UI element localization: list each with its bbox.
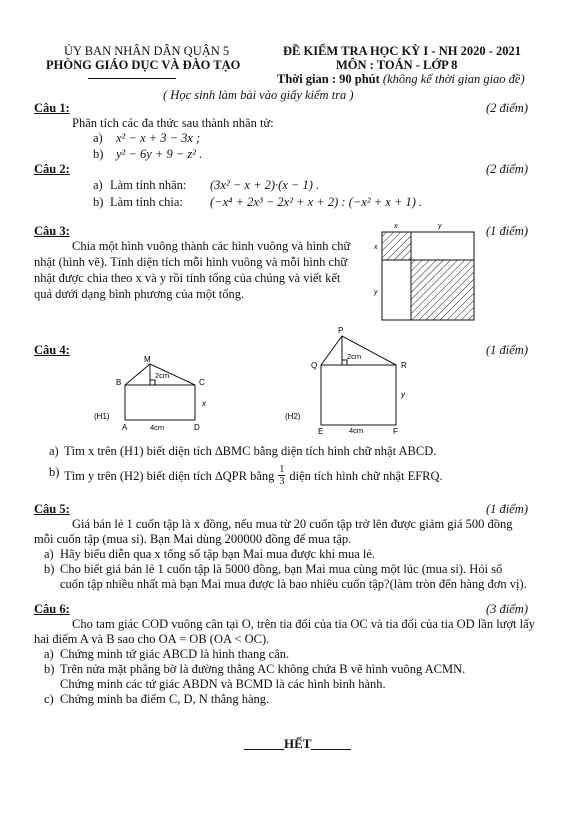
q4-b-pre: Tìm y trên (H2) biết diện tích ∆QPR bằng xyxy=(64,468,275,483)
q1-intro: Phân tích các đa thức sau thành nhân tử: xyxy=(72,116,274,130)
department-name: PHÒNG GIÁO DỤC VÀ ĐÀO TẠO xyxy=(46,58,241,72)
q6-points: (3 điểm) xyxy=(486,602,528,616)
q5-a: Hãy biểu diễn qua x tổng số tập bạn Mai mua được khi mua lẻ. xyxy=(60,547,376,561)
q5-line-2: mỗi cuốn tập (mua sỉ). Bạn Mai dùng 200000 đồng để mua tập. xyxy=(34,532,352,546)
h2-E: E xyxy=(318,427,324,435)
q4-b-label: b) xyxy=(49,465,60,479)
subject-title: MÔN : TOÁN - LỚP 8 xyxy=(336,58,458,72)
q6-title: Câu 6: xyxy=(34,602,70,616)
small-square-x xyxy=(382,232,411,260)
h1-base: 4cm xyxy=(150,423,165,432)
q2-a-expr: (3x² − x + 2)·(x − 1) . xyxy=(210,178,320,192)
h2-P: P xyxy=(338,326,344,335)
q6-line-2: hai điểm A và B sao cho OA = OB (OA < OC). xyxy=(34,632,270,646)
q6-line-1: Cho tam giác COD vuông cân tại O, trên tia đối của tia OC và tia đối của tia OD lần lượt lấy xyxy=(72,617,535,631)
q3-title: Câu 3: xyxy=(34,224,70,238)
figure-h2 xyxy=(283,325,433,435)
q3-points: (1 điểm) xyxy=(486,224,528,238)
h2-R: R xyxy=(401,361,407,370)
q2-a-label: a) xyxy=(93,178,103,192)
h2-F: F xyxy=(393,427,398,435)
q4-title: Câu 4: xyxy=(34,343,70,357)
time-label: Thời gian : 90 phút xyxy=(277,72,380,86)
q2-b-expr: (−x⁴ + 2x³ − 2x² + x + 2) : (−x² + x + 1) . xyxy=(210,195,423,209)
q3-line-3: nhật được chia theo x và y rồi tính tổng của chúng và viết kết xyxy=(34,271,341,285)
figure-h1 xyxy=(90,355,250,435)
h1-D: D xyxy=(194,423,200,432)
fig-x-left: x xyxy=(374,244,378,251)
q1-points: (2 điểm) xyxy=(486,101,528,115)
q1-a-label: a) xyxy=(93,131,103,145)
q1-title: Câu 1: xyxy=(34,101,70,115)
q5-title: Câu 5: xyxy=(34,502,70,516)
h1-label: (H1) xyxy=(94,412,110,421)
h1-side-x: x xyxy=(202,399,206,408)
q4-b xyxy=(64,464,443,487)
h2-Q: Q xyxy=(311,361,318,370)
q6-a: Chứng minh tứ giác ABCD là hình thang cân. xyxy=(60,647,290,661)
time-note: (không kể thời gian giao đề) xyxy=(382,72,525,86)
q6-a-label: a) xyxy=(44,647,54,661)
h2-side-y: y xyxy=(401,390,405,399)
q4-points: (1 điểm) xyxy=(486,343,528,357)
q5-line-1: Giá bán lẻ 1 cuốn tập là x đồng, nếu mua từ 20 cuốn tập trở lên được giảm giá 500 đồng xyxy=(72,517,513,531)
q2-b-label: b) xyxy=(93,195,104,209)
h1-B: B xyxy=(116,378,122,387)
h2-height: 2cm xyxy=(347,352,362,361)
fraction-num: 1 xyxy=(279,464,285,475)
q2-title: Câu 2: xyxy=(34,162,70,176)
big-square-y xyxy=(411,260,474,320)
q3-line-1: Chia một hình vuông thành các hình vuông và hình chữ xyxy=(72,239,351,253)
q6-b-line-2: Chứng minh các tứ giác ABDN và BCMD là các hình bình hành. xyxy=(60,677,386,691)
q2-b-text: Làm tính chia: xyxy=(110,195,183,209)
rect-xy-left xyxy=(382,260,411,320)
fraction-one-third xyxy=(278,464,285,487)
q3-line-4: quả dưới dạng bình phương của một tổng. xyxy=(34,287,245,301)
q1-a: x² − x + 3 − 3x ; xyxy=(116,131,201,145)
q3-line-2: nhật (hình vẽ). Tính diện tích mỗi hình vuông và mỗi hình chữ xyxy=(34,255,348,269)
fig-y-top: y xyxy=(438,223,442,230)
q1-b: y² − 6y + 9 − z² . xyxy=(116,147,203,161)
q5-b-line-1: Cho biết giá bán lẻ 1 cuốn tập là 5000 đồng, bạn Mai mua cùng một lúc (mua sỉ). Hỏi số xyxy=(60,562,503,576)
rect-abcd xyxy=(125,385,195,420)
q6-b-line-1: Trên nửa mặt phẳng bờ là đường thẳng AC không chứa B vẽ hình vuông ACMN. xyxy=(60,662,466,676)
h1-M: M xyxy=(144,355,151,364)
q1-b-label: b) xyxy=(93,147,104,161)
q5-a-label: a) xyxy=(44,547,54,561)
exam-title: ĐỀ KIỂM TRA HỌC KỲ I - NH 2020 - 2021 xyxy=(283,44,521,58)
q6-c: Chứng minh ba điểm C, D, N thẳng hàng. xyxy=(60,692,270,706)
q3-square-figure xyxy=(368,222,476,322)
q4-a: Tìm x trên (H1) biết diện tích ∆BMC bằng diện tích hình chữ nhật ABCD. xyxy=(64,444,437,458)
fig-y-left: y xyxy=(374,289,378,296)
h1-C: C xyxy=(199,378,205,387)
rect-efrq xyxy=(321,365,396,425)
fraction-den: 3 xyxy=(279,476,285,487)
h1-height: 2cm xyxy=(155,371,170,380)
h2-label: (H2) xyxy=(285,412,301,421)
time-info xyxy=(277,72,525,87)
q6-c-label: c) xyxy=(44,692,54,706)
q5-b-label: b) xyxy=(44,562,55,576)
q4-a-label: a) xyxy=(49,444,59,458)
q5-b-line-2: cuốn tập nhiều nhất mà bạn Mai mua được là bao nhiêu cuốn tập?(làm tròn đến hàng đơn vị). xyxy=(60,577,527,591)
fig-x-top: x xyxy=(394,223,398,230)
end-text: HẾT xyxy=(284,736,312,751)
instruction: ( Học sinh làm bài vào giấy kiểm tra ) xyxy=(163,88,354,102)
h2-base: 4cm xyxy=(349,426,364,435)
h1-A: A xyxy=(122,423,128,432)
authority-name: ỦY BAN NHÂN DÂN QUẬN 5 xyxy=(64,44,230,58)
q2-points: (2 điểm) xyxy=(486,162,528,176)
q4-b-post: diện tích hình chữ nhật EFRQ. xyxy=(289,468,443,483)
end-marker xyxy=(244,736,351,752)
q6-b-label: b) xyxy=(44,662,55,676)
header-divider xyxy=(88,78,176,79)
q5-points: (1 điểm) xyxy=(486,502,528,516)
q2-a-text: Làm tính nhân: xyxy=(110,178,187,192)
rect-xy-top xyxy=(411,232,474,260)
